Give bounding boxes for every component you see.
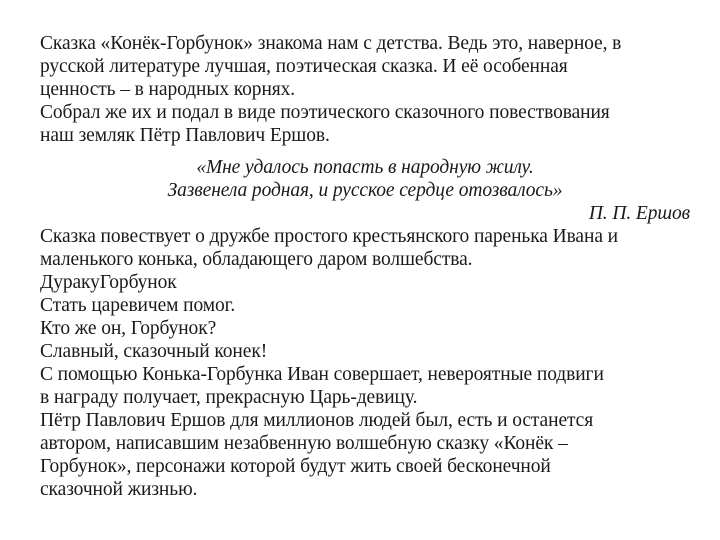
- intro-line: ценность – в народных корнях.: [40, 79, 296, 100]
- body-line: Славный, сказочный конек!: [40, 341, 268, 362]
- body-line: в награду получает, прекрасную Царь-девицу.: [40, 387, 418, 408]
- intro-line: наш земляк Пётр Павлович Ершов.: [40, 125, 330, 146]
- body-line: Сказка повествует о дружбе простого крестьянского паренька Ивана и: [40, 226, 618, 247]
- body-line: Стать царевичем помог.: [40, 295, 236, 316]
- body-line: Горбунок», персонажи которой будут жить своей бесконечной: [40, 456, 551, 477]
- body-line: Кто же он, Горбунок?: [40, 318, 217, 339]
- intro-line: русской литературе лучшая, поэтическая сказка. И её особенная: [40, 56, 568, 77]
- quote-author: П. П. Ершов: [588, 203, 690, 224]
- quote-line-1: «Мне удалось попасть в народную жилу.: [196, 157, 534, 178]
- intro-line: Сказка «Конёк-Горбунок» знакома нам с детства. Ведь это, наверное, в: [40, 33, 622, 54]
- intro-line: Собрал же их и подал в виде поэтического сказочного повествования: [40, 102, 610, 123]
- body-line: автором, написавшим незабвенную волшебную сказку «Конёк –: [40, 433, 568, 454]
- intro-paragraph: [40, 32, 690, 147]
- body-paragraph: [40, 225, 690, 501]
- body-line: ДуракуГорбунок: [40, 272, 177, 293]
- body-line: сказочной жизнью.: [40, 479, 198, 500]
- epigraph-quote: [40, 156, 690, 225]
- body-line: Пётр Павлович Ершов для миллионов людей был, есть и останется: [40, 410, 594, 431]
- quote-line-2: Зазвенела родная, и русское сердце отозвалось»: [167, 180, 563, 201]
- body-line: маленького конька, обладающего даром волшебства.: [40, 249, 473, 270]
- body-line: С помощью Конька-Горбунка Иван совершает, невероятные подвиги: [40, 364, 604, 385]
